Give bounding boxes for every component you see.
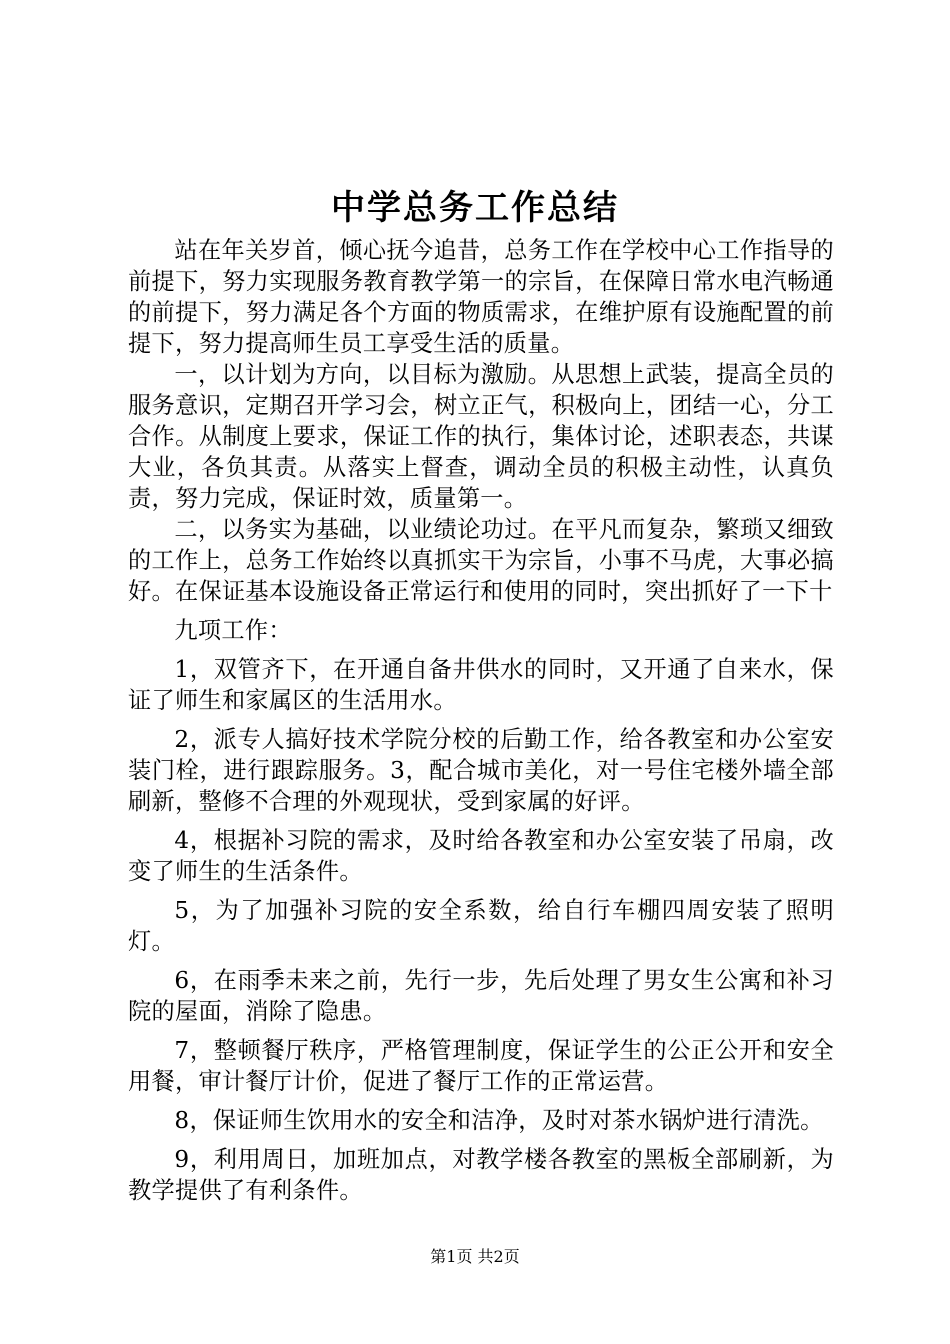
- paragraph-item-9: 9，利用周日，加班加点，对教学楼各教室的黑板全部刷新，为教学提供了有利条件。: [128, 1146, 834, 1204]
- paragraph-item-2-3: 2，派专人搞好技术学院分校的后勤工作，给各教室和办公室安装门栓，进行跟踪服务。3，配合城市美化，对一号住宅楼外墙全部刷新，整修不合理的外观现状，受到家属的好评。: [128, 726, 834, 815]
- paragraph-item-7: 7，整顿餐厅秩序，严格管理制度，保证学生的公正公开和安全用餐，审计餐厅计价，促进了餐厅工作的正常运营。: [128, 1037, 834, 1095]
- paragraph-item-4: 4，根据补习院的需求，及时给各教室和办公室安装了吊扇，改变了师生的生活条件。: [128, 827, 834, 885]
- paragraph-item-1: 1，双管齐下，在开通自备井供水的同时，又开通了自来水，保证了师生和家属区的生活用水。: [128, 656, 834, 714]
- paragraph-section-2: 二，以务实为基础，以业绩论功过。在平凡而复杂，繁琐又细致的工作上，总务工作始终以真抓实干为宗旨，小事不马虎，大事必搞好。在保证基本设施设备正常运行和使用的同时，突出抓好了一下十: [128, 516, 834, 605]
- paragraph-intro: 站在年关岁首，倾心抚今追昔，总务工作在学校中心工作指导的前提下，努力实现服务教育教学第一的宗旨，在保障日常水电汽畅通的前提下，努力满足各个方面的物质需求，在维护原有设施配置的前提下，努力提高师生员工享受生活的质量。: [128, 237, 834, 357]
- paragraph-nine-items: 九项工作：: [174, 617, 292, 644]
- document-body: [128, 235, 834, 1206]
- page-number-footer: 第1页 共2页: [430, 1247, 520, 1266]
- paragraph-item-6: 6，在雨季未来之前，先行一步，先后处理了男女生公寓和补习院的屋面，消除了隐患。: [128, 967, 834, 1025]
- page-title: 中学总务工作总结: [331, 188, 619, 228]
- paragraph-item-5: 5，为了加强补习院的安全系数，给自行车棚四周安装了照明灯。: [128, 897, 834, 955]
- paragraph-section-1: 一，以计划为方向，以目标为激励。从思想上武装，提高全员的服务意识，定期召开学习会，树立正气，积极向上，团结一心，分工合作。从制度上要求，保证工作的执行，集体讨论，述职表态，共谋大业，各负其责。从落实上督查，调动全员的积极主动性，认真负责，努力完成，保证时效，质量第一。: [128, 361, 834, 512]
- paragraph-item-8: 8，保证师生饮用水的安全和洁净，及时对茶水锅炉进行清洗。: [174, 1107, 824, 1134]
